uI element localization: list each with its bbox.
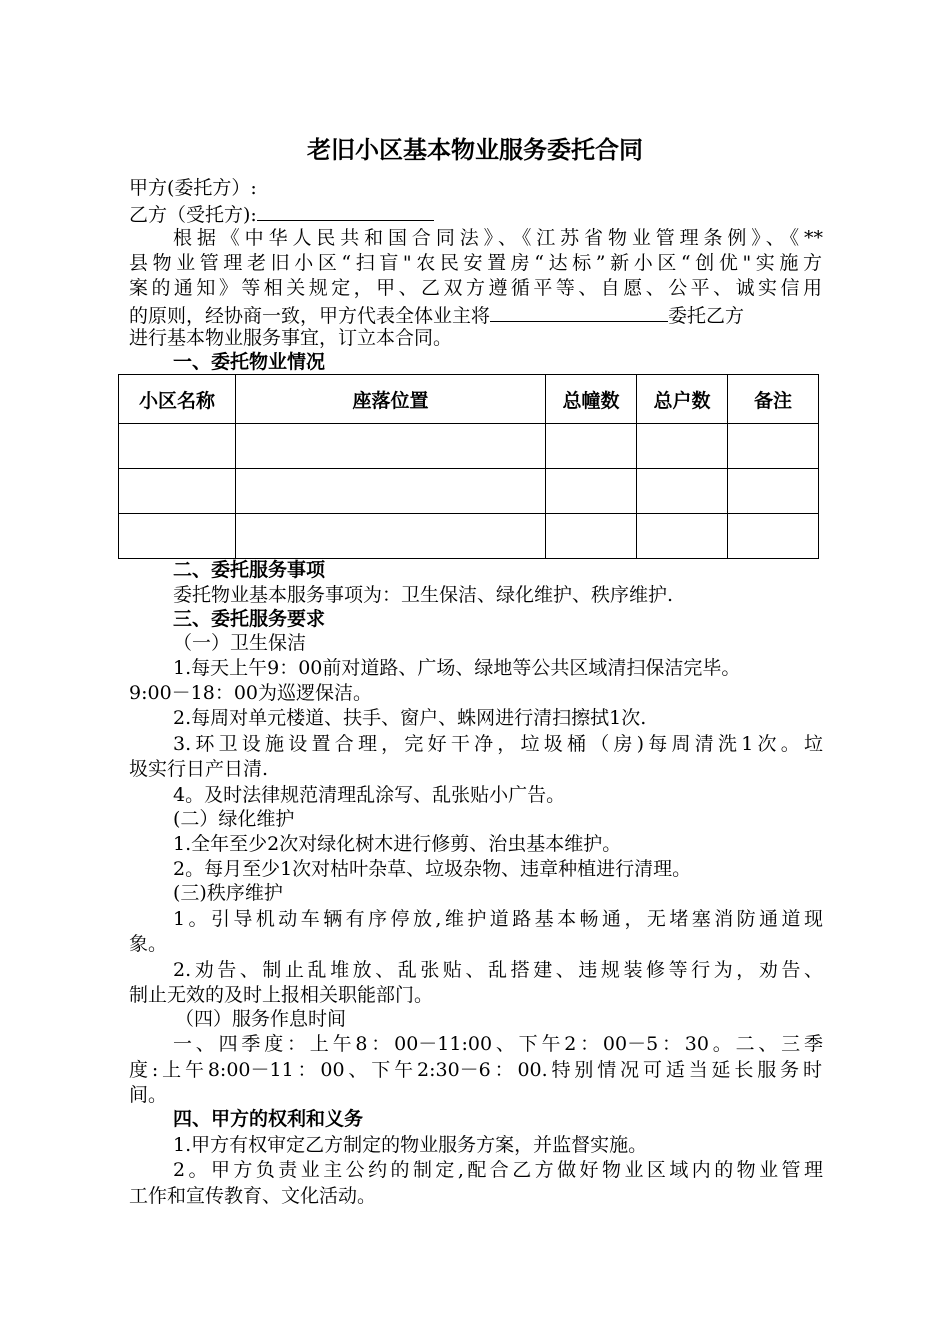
table-cell[interactable]: [119, 424, 236, 469]
table-cell[interactable]: [728, 424, 819, 469]
sub3-title: (三)秩序维护: [173, 882, 283, 904]
table-cell[interactable]: [637, 424, 728, 469]
sub2-title: (二）绿化维护: [173, 808, 295, 830]
property-info-table: [118, 374, 819, 559]
intro-blank[interactable]: [490, 301, 668, 322]
table-cell[interactable]: [637, 514, 728, 559]
document-title: 老旧小区基本物业服务委托合同: [307, 136, 643, 164]
sub1-title: （一）卫生保洁: [173, 632, 307, 654]
intro-line-4: [129, 301, 744, 328]
sub3-line-1: 1。引导机动车辆有序停放,维护道路基本畅通，无堵塞消防通道现: [173, 908, 823, 930]
table-row: [119, 514, 819, 559]
party-a-line: [129, 176, 257, 200]
col-header-buildings: 总幢数: [546, 375, 637, 424]
intro-line-3: 案的通知》等相关规定，甲、乙双方遵循平等、自愿、公平、诚实信用: [129, 277, 822, 299]
section2-text: 委托物业基本服务事项为：卫生保洁、绿化维护、秩序维护.: [173, 584, 674, 606]
table-header-row: [119, 375, 819, 424]
table-cell[interactable]: [236, 424, 546, 469]
party-a-label: 甲方(委托方）:: [129, 177, 257, 199]
party-b-label: 乙方（受托方):: [129, 204, 257, 226]
sub1-line-4: 3.环卫设施设置合理，完好干净，垃圾桶（房)每周清洗1次。垃: [173, 733, 823, 755]
section4-heading: 四、甲方的权利和义务: [173, 1108, 364, 1130]
sub4-line-1: 一、四季度：上午8：00－11:00、下午2：00－5：30。二、三季: [173, 1033, 823, 1055]
party-b-line: [129, 200, 434, 227]
sub4-line-3: 间。: [129, 1084, 168, 1106]
table-cell[interactable]: [728, 469, 819, 514]
sub3-line-2: 象。: [129, 933, 168, 955]
party-b-blank[interactable]: [257, 200, 434, 221]
sub1-line-1: 1.每天上午9：00前对道路、广场、绿地等公共区域清扫保洁完毕。: [173, 657, 741, 679]
sub4-title: （四）服务作息时间: [175, 1008, 347, 1030]
table-row: [119, 424, 819, 469]
sub2-line-2: 2。每月至少1次对枯叶杂草、垃圾杂物、违章种植进行清理。: [173, 858, 692, 880]
table-cell[interactable]: [546, 424, 637, 469]
sub2-line-1: 1.全年至少2次对绿化树木进行修剪、治虫基本维护。: [173, 833, 622, 855]
table-cell[interactable]: [546, 469, 637, 514]
table-cell[interactable]: [236, 469, 546, 514]
section3-heading: 三、委托服务要求: [173, 608, 326, 630]
sub4-line-2: 度:上午8:00－11：00、下午2:30－6：00.特别情况可适当延长服务时: [129, 1059, 822, 1081]
table-cell[interactable]: [546, 514, 637, 559]
col-header-households: 总户数: [637, 375, 728, 424]
col-header-name: 小区名称: [119, 375, 236, 424]
sub3-line-4: 制止无效的及时上报相关职能部门。: [129, 984, 434, 1006]
section4-line-2: 2。甲方负责业主公约的制定,配合乙方做好物业区域内的物业管理: [173, 1159, 823, 1181]
sub1-line-5: 圾实行日产日清.: [129, 758, 269, 780]
section4-line-3: 工作和宣传教育、文化活动。: [129, 1185, 377, 1207]
table-cell[interactable]: [119, 514, 236, 559]
table-cell[interactable]: [119, 469, 236, 514]
intro-line-5: 进行基本物业服务事宜，订立本合同。: [129, 327, 453, 349]
intro-line-4-tail: 委托乙方: [668, 305, 745, 327]
intro-line-1: 根据《中华人民共和国合同法》、《江苏省物业管理条例》、《**: [173, 227, 823, 249]
table-cell[interactable]: [728, 514, 819, 559]
intro-line-2: 县物业管理老旧小区“扫盲"农民安置房“达标”新小区“创优"实施方: [129, 252, 822, 274]
table-cell[interactable]: [236, 514, 546, 559]
section2-heading: 二、委托服务事项: [173, 559, 326, 581]
col-header-location: 座落位置: [236, 375, 546, 424]
section1-heading: 一、委托物业情况: [173, 351, 326, 373]
sub1-line-6: 4。及时法律规范清理乱涂写、乱张贴小广告。: [173, 784, 566, 806]
table-cell[interactable]: [637, 469, 728, 514]
col-header-remarks: 备注: [728, 375, 819, 424]
sub1-line-3: 2.每周对单元楼道、扶手、窗户、蛛网进行清扫擦拭1次.: [173, 707, 647, 729]
section4-line-1: 1.甲方有权审定乙方制定的物业服务方案，并监督实施。: [173, 1134, 648, 1156]
sub3-line-3: 2.劝告、制止乱堆放、乱张贴、乱搭建、违规装修等行为，劝告、: [173, 959, 823, 981]
sub1-line-2: 9:00－18：00为巡逻保洁。: [129, 682, 373, 704]
table-row: [119, 469, 819, 514]
intro-line-4-text: 的原则，经协商一致，甲方代表全体业主将: [129, 305, 491, 327]
